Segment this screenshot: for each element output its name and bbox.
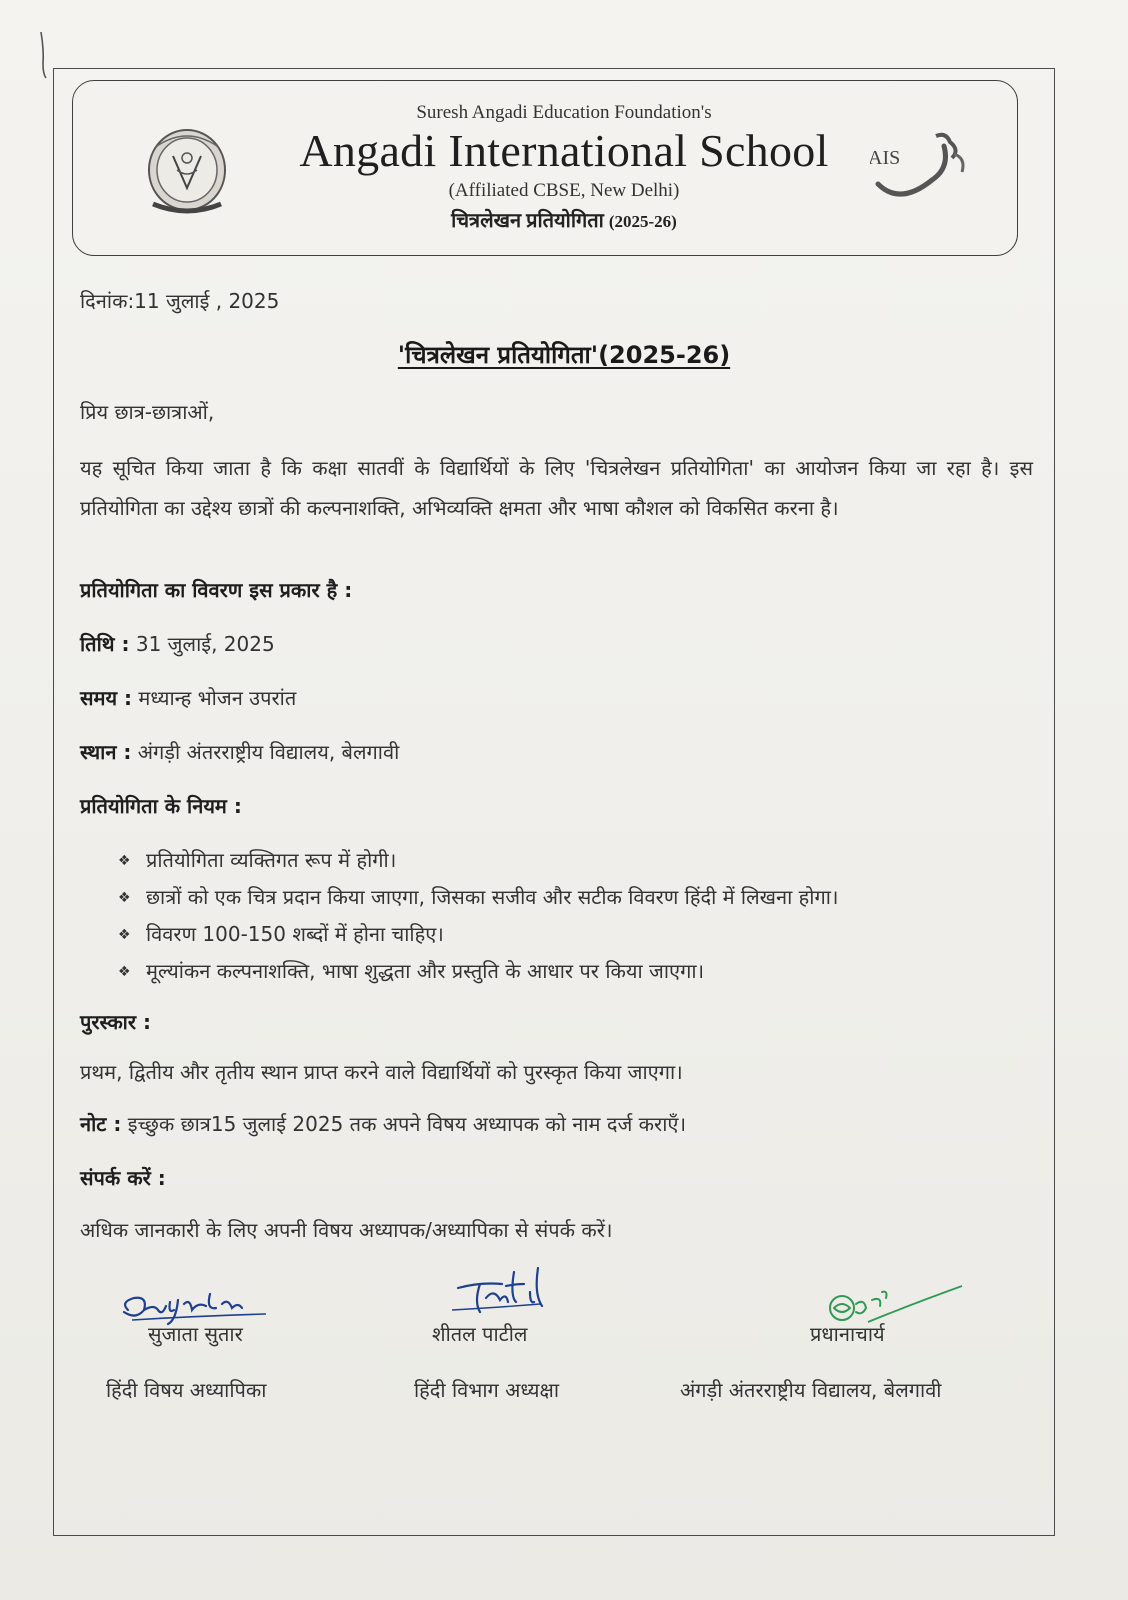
details-heading: प्रतियोगिता का विवरण इस प्रकार है :	[80, 578, 353, 602]
rule-text: मूल्यांकन कल्पनाशक्ति, भाषा शुद्धता और प्रस्तुति के आधार पर किया जाएगा।	[146, 959, 705, 983]
foundation-name: Suresh Angadi Education Foundation's	[416, 102, 712, 123]
detail-venue	[80, 738, 399, 765]
ais-text: AIS	[870, 147, 901, 169]
detail-time-value: मध्यान्ह भोजन उपरांत	[138, 686, 297, 710]
notice-title	[0, 338, 1128, 371]
contact-text: अधिक जानकारी के लिए अपनी विषय अध्यापक/अध्यापिका से संपर्क करें।	[80, 1218, 613, 1242]
rule-text: विवरण 100-150 शब्दों में होना चाहिए।	[146, 922, 444, 946]
diamond-bullet-icon: ❖	[118, 890, 131, 906]
diamond-bullet-icon: ❖	[118, 927, 131, 943]
diamond-bullet-icon: ❖	[118, 964, 131, 980]
rules-list	[118, 846, 838, 994]
detail-date-label: तिथि :	[80, 632, 130, 656]
header-competition-name: चित्रलेखन प्रतियोगिता	[451, 210, 604, 232]
signature-patil	[450, 1262, 560, 1322]
rule-item	[118, 883, 838, 920]
school-name: Angadi International School	[299, 125, 829, 176]
signatory-role-2: हिंदी विभाग अध्यक्षा	[414, 1378, 560, 1402]
note-line	[80, 1110, 686, 1137]
rule-text: छात्रों को एक चित्र प्रदान किया जाएगा, जिसका सजीव और सटीक विवरण हिंदी में लिखना होगा।	[146, 885, 839, 909]
rules-heading: प्रतियोगिता के नियम :	[80, 794, 242, 818]
rule-item	[118, 920, 838, 957]
prize-text: प्रथम, द्वितीय और तृतीय स्थान प्राप्त करने वाले विद्यार्थियों को पुरस्कृत किया जाएगा।	[80, 1060, 683, 1084]
signatory-name-2: शीतल पाटील	[432, 1322, 528, 1346]
signatory-role-3: अंगड़ी अंतरराष्ट्रीय विद्यालय, बेलगावी	[680, 1378, 942, 1402]
salutation: प्रिय छात्र-छात्राओं,	[80, 400, 215, 424]
detail-venue-value: अंगड़ी अंतरराष्ट्रीय विद्यालय, बेलगावी	[137, 740, 400, 764]
rule-item	[118, 846, 838, 883]
detail-venue-label: स्थान :	[80, 740, 132, 764]
note-label: नोट :	[80, 1112, 122, 1136]
rule-item	[118, 957, 838, 994]
detail-date-value: 31 जुलाई, 2025	[135, 632, 275, 656]
detail-time-label: समय :	[80, 686, 133, 710]
notice-date: दिनांक:11 जुलाई , 2025	[80, 289, 280, 313]
header-competition	[0, 206, 1128, 233]
signatory-name-1: सुजाता सुतार	[148, 1322, 243, 1346]
contact-heading: संपर्क करें :	[80, 1166, 166, 1190]
affiliation: (Affiliated CBSE, New Delhi)	[448, 180, 680, 201]
signatory-role-1: हिंदी विषय अध्यापिका	[106, 1378, 267, 1402]
detail-date	[80, 630, 275, 657]
diamond-bullet-icon: ❖	[118, 853, 131, 869]
notice-title-text: 'चित्रलेखन प्रतियोगिता'(2025-26)	[397, 341, 731, 369]
intro-paragraph: यह सूचित किया जाता है कि कक्षा सातवीं के विद्यार्थियों के लिए 'चित्रलेखन प्रतियोगिता' का आयोजन किया जा रहा है। इस प्रतियोगिता का उद्देश्य छात्रों की कल्पनाशक्ति, अभिव्यक्ति क्षमता और भाषा कौशल को विकसित करना है।	[80, 456, 1033, 520]
detail-time	[80, 684, 296, 711]
prize-heading: पुरस्कार :	[80, 1010, 152, 1034]
pen-mark	[38, 30, 50, 80]
note-text: इच्छुक छात्र15 जुलाई 2025 तक अपने विषय अध्यापक को नाम दर्ज कराएँ।	[127, 1112, 687, 1136]
header-competition-year: (2025-26)	[608, 212, 677, 231]
rule-text: प्रतियोगिता व्यक्तिगत रूप में होगी।	[146, 848, 397, 872]
signatory-name-3: प्रधानाचार्य	[810, 1322, 885, 1346]
